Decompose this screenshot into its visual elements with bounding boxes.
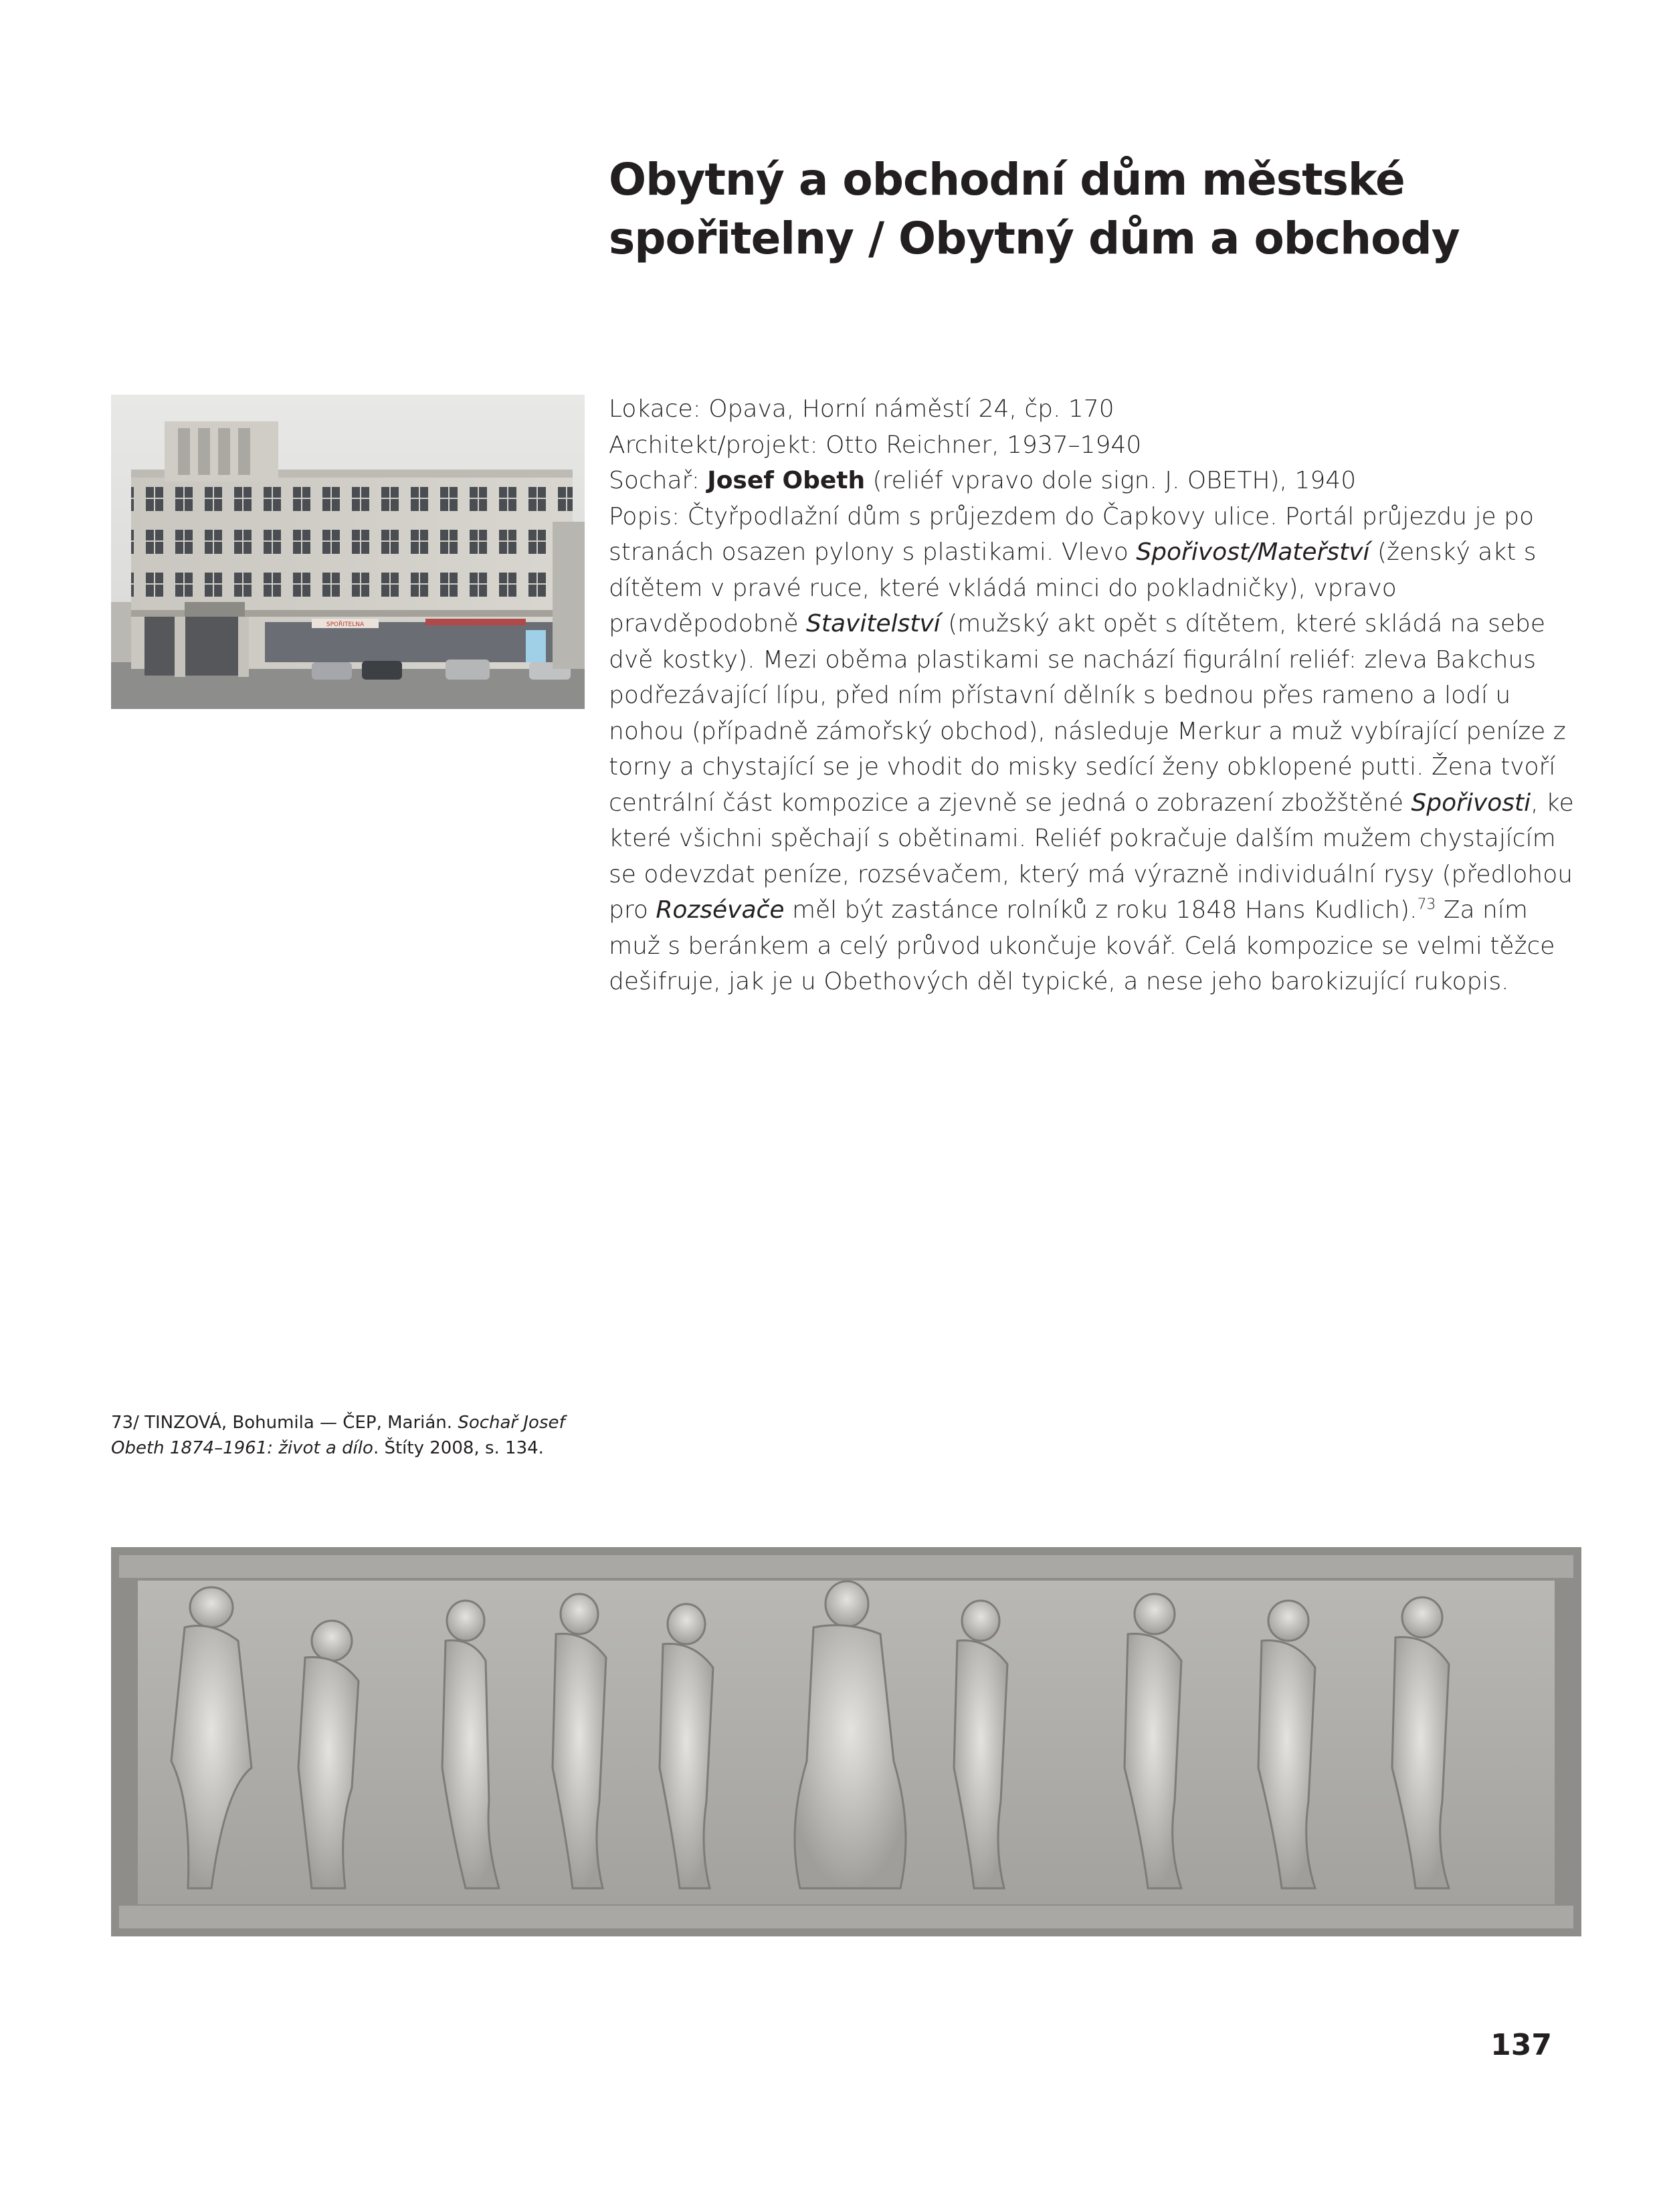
description-text: Popis: Čtyřpodlažní dům s průjezdem do Čapkovy ulice. Portál průjezdu je po stranách osazen pylony s plastikami. Vlevo xyxy=(609,502,1534,566)
footnote-text: 73/ TINZOVÁ, Bohumila — ČEP, Marián. xyxy=(111,1413,458,1433)
right-neighbour-building xyxy=(553,522,585,669)
architect: Architekt/projekt: Otto Reichner, 1937–1940 xyxy=(609,431,1142,459)
shop-sign: SPOŘITELNA xyxy=(326,621,365,628)
relief-small xyxy=(185,602,245,617)
page-number: 137 xyxy=(1490,2028,1552,2062)
building-details xyxy=(609,391,1585,1000)
relief-illustration xyxy=(111,1547,1581,1936)
description-text: , ke které všichni spěchají s obětinami. Reliéf pokračuje dalším mužem chystajícím se odevzdat peníze, rozsévačem, který má výrazně individuální rysy (předlohou pro xyxy=(609,789,1574,924)
sculptor xyxy=(609,463,1585,499)
title-line-1: Obytný a obchodní dům městské xyxy=(609,154,1405,205)
description-text: měl být zastánce rolníků z roku 1848 Hans Kudlich). xyxy=(784,896,1418,924)
windows xyxy=(131,482,573,610)
description-text: Za ním muž s beránkem a celý průvod ukončuje kovář. Celá kompozice se velmi těžce dešifruje, jak je u Obethových děl typické, a nese jeho barokizující rukopis. xyxy=(609,896,1555,995)
description-italic: Stavitelství xyxy=(806,610,941,637)
description-italic: Spořivost/Mateřství xyxy=(1136,538,1370,566)
sculptor-note: (reliéf vpravo dole sign. J. OBETH), 1940 xyxy=(865,467,1357,494)
relief-bottom-border xyxy=(119,1906,1573,1928)
footnote xyxy=(111,1410,593,1461)
description-text: (ženský akt s dítětem v pravé ruce, které vkládá minci do pokladničky), vpravo pravděpodobně xyxy=(609,538,1537,637)
pylon-right xyxy=(238,617,249,677)
description-italic: Spořivosti xyxy=(1411,789,1531,817)
relief-photo xyxy=(111,1547,1581,1936)
description-text: (mužský akt opět s dítětem, které skládá na sebe dvě kostky). Mezi oběma plastikami se nachází figurální reliéf: zleva Bakchus podřezávající lípu, před ním přístavní dělník s bednou přes rameno a lodí u nohou (případně zámořský obchod), následuje Merkur a muž vybírající peníze z torny a chystající se je vhodit do misky sedící ženy obklopené putti. Žena tvoří centrální část kompozice a zjevně se jedná o zobrazení zbožštěné xyxy=(609,610,1566,817)
footnote-ref: 73 xyxy=(1417,896,1436,913)
sculptor-name: Josef Obeth xyxy=(707,467,866,494)
car xyxy=(362,661,402,680)
description-italic: Rozsévače xyxy=(656,896,785,924)
passage xyxy=(144,617,245,676)
relief-top-border xyxy=(119,1555,1573,1578)
location: Lokace: Opava, Horní náměstí 24, čp. 170 xyxy=(609,395,1114,423)
building-photo xyxy=(111,395,585,709)
building-illustration xyxy=(111,395,585,709)
car xyxy=(312,662,352,680)
sculptor-label: Sochař: xyxy=(609,467,708,494)
title-line-2: spořitelny / Obytný dům a obchody xyxy=(609,213,1460,264)
pylon-left xyxy=(175,617,185,677)
description xyxy=(609,499,1585,1000)
page-title xyxy=(609,150,1545,268)
footnote-text: . Štíty 2008, s. 134. xyxy=(373,1438,544,1458)
car xyxy=(446,660,490,680)
footnote-title: Sochař Josef Obeth 1874–1961: život a dílo xyxy=(111,1413,565,1458)
